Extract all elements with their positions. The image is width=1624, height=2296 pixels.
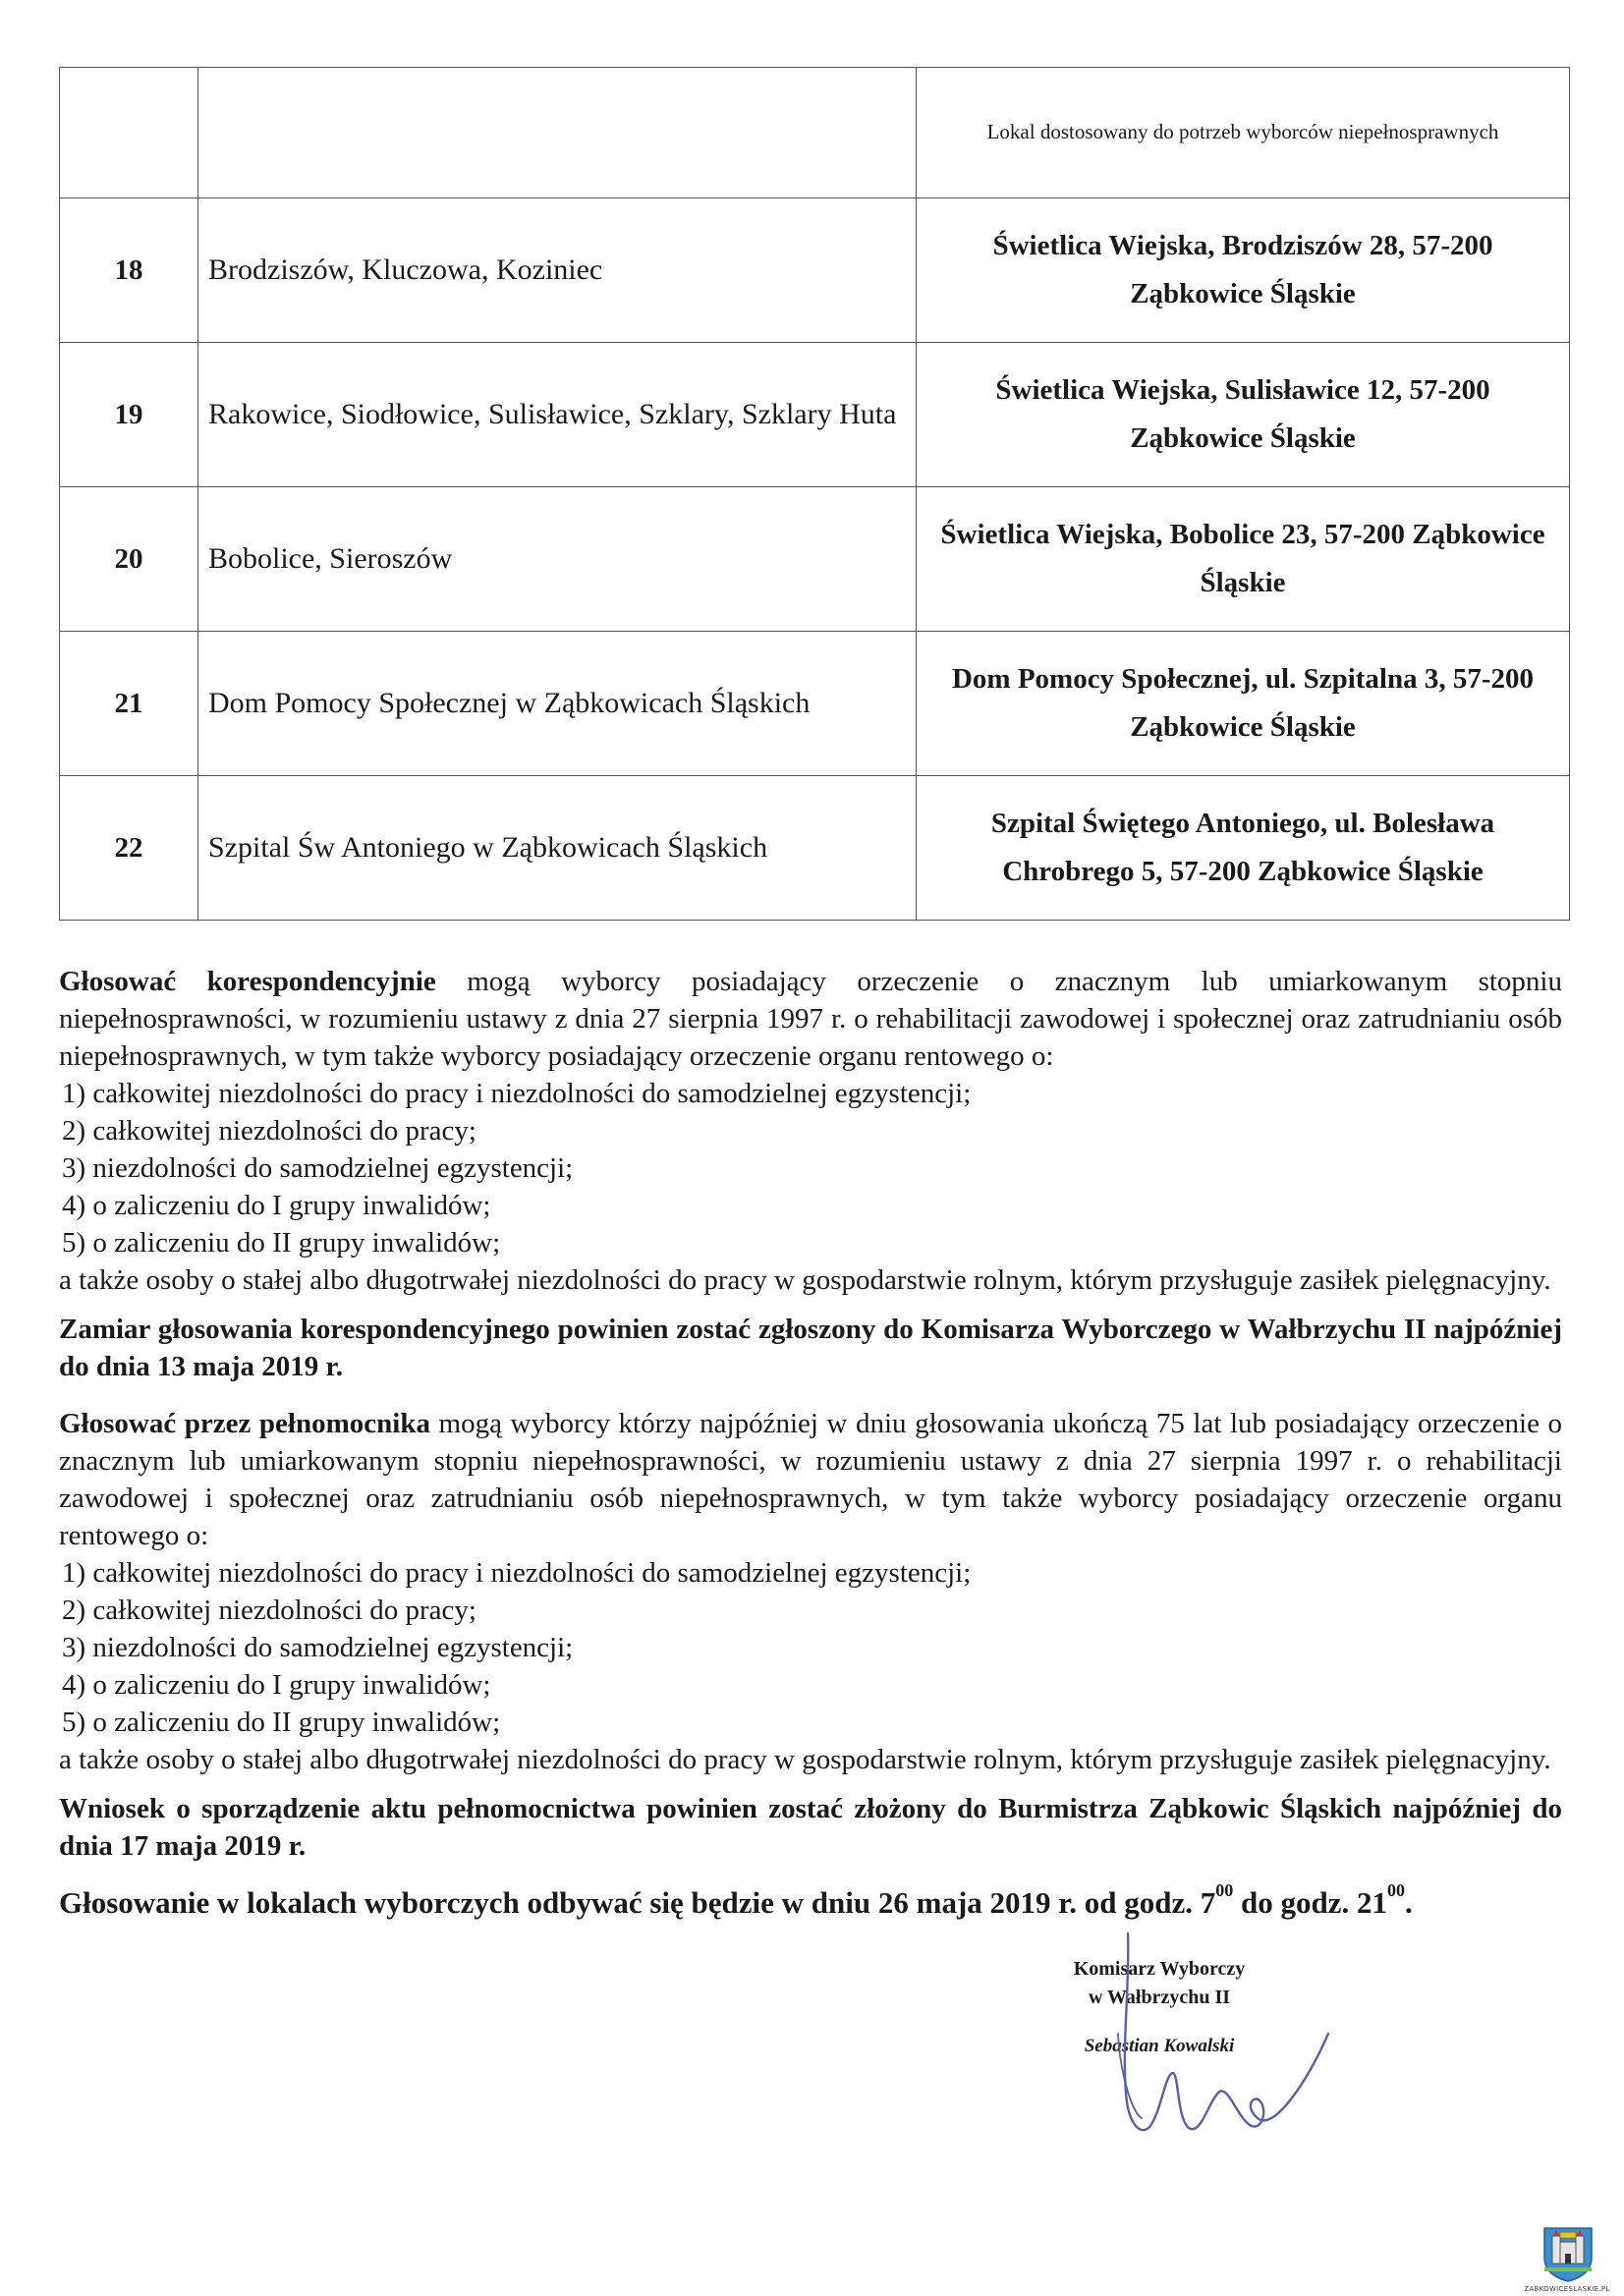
list-item: 3) niezdolności do samodzielnej egzystencji; [62,1152,574,1184]
header-number-cell [60,68,198,198]
table-row [60,343,1570,487]
district-number: 18 [60,198,198,343]
district-area: Brodziszów, Kluczowa, Koziniec [198,198,917,343]
website-label: ZABKOWICESLASKIE.PL [1524,2285,1610,2293]
list-item: 4) o zaliczeniu do I grupy inwalidów; [62,1190,491,1221]
correspondence-deadline: Zamiar głosowania korespondencyjnego powinien zostać zgłoszony do Komisarza Wyborczego w Wałbrzychu II najpóźniej do dnia 13 maja 2019 r. [59,1314,1562,1382]
correspondence-lead: Głosować korespondencyjnie [59,966,436,997]
district-number: 21 [60,632,198,776]
list-item: 5) o zaliczeniu do II grupy inwalidów; [62,1227,501,1259]
announcement-body [59,963,1562,1922]
proxy-paragraph [59,1405,1562,1554]
district-area: Dom Pomocy Społecznej w Ząbkowicach Śląskich [198,632,917,776]
location-line: Ząbkowice Śląskie [1130,278,1356,309]
location-line: Świetlica Wiejska, Sulisławice 12, 57-200 [995,373,1490,406]
table-row [60,198,1570,343]
signatory-title: Komisarz Wyborczy [1073,1958,1246,1980]
polling-location [917,198,1570,343]
proxy-deadline: Wniosek o sporządzenie aktu pełnomocnictwa powinien zostać złożony do Burmistrza Ząbkowic Śląskich najpóźniej do dnia 17 maja 2019 r. [59,1793,1562,1862]
list-item: 2) całkowitej niezdolności do pracy; [62,1595,476,1626]
location-line: Ząbkowice Śląskie [1130,422,1356,454]
start-minutes: 00 [1215,1880,1234,1900]
table-row [60,632,1570,776]
header-area-cell [198,68,917,198]
handwritten-signature [1071,1926,1346,2152]
polling-location [917,343,1570,487]
polling-stations-table [59,67,1570,921]
polling-location [917,632,1570,776]
location-line: Chrobrego 5, 57-200 Ząbkowice Śląskie [1002,856,1484,887]
table-row [60,776,1570,921]
district-number: 19 [60,343,198,487]
signatory-name: Sebastian Kowalski [1084,2036,1235,2056]
list-item: 1) całkowitej niezdolności do pracy i niezdolności do samodzielnej egzystencji; [62,1557,972,1589]
accessibility-note: Lokal dostosowany do potrzeb wyborców niepełnosprawnych [917,68,1570,198]
voting-hours-text: do godz. 21 [1233,1885,1387,1920]
voting-hours-text: . [1404,1885,1413,1920]
proxy-text: mogą wyborcy którzy najpóźniej w dniu głosowania ukończą 75 lat lub posiadający orzeczenie o znacznym lub umiarkowanym stopniu niepełnosprawności, w rozumieniu ustawy z dnia 27 sierpnia 1997 r. o rehabilitacji zawodowej i społecznej oraz zatrudnianiu osób niepełnosprawnych, w tym także wyborcy posiadający orzeczenie organu rentowego o: [59,1408,1562,1551]
list-item: 5) o zaliczeniu do II grupy inwalidów; [62,1707,501,1738]
location-line: Dom Pomocy Społecznej, ul. Szpitalna 3, 57-200 [951,662,1535,695]
district-number: 20 [60,487,198,632]
table-row [60,487,1570,632]
voting-hours [59,1880,1562,1922]
polling-location [917,776,1570,921]
correspondence-text: mogą wyborcy posiadający orzeczenie o znacznym lub umiarkowanym stopniu niepełnosprawności, w rozumieniu ustawy z dnia 27 sierpnia 1997 r. o rehabilitacji zawodowej i społecznej oraz zatrudnianiu osób niepełnosprawnych, w tym także wyborcy posiadający orzeczenie organu rentowego o: [59,966,1562,1072]
coat-of-arms-icon [1540,2224,1596,2283]
location-line: Świetlica Wiejska, Brodziszów 28, 57-200 [992,229,1493,261]
district-number: 22 [60,776,198,921]
district-area: Bobolice, Sieroszów [198,487,917,632]
list-item: 3) niezdolności do samodzielnej egzystencji; [62,1632,574,1663]
signatory-place: w Wałbrzychu II [1088,1987,1231,2008]
location-line: Ząbkowice Śląskie [1130,711,1356,743]
list-item: 1) całkowitej niezdolności do pracy i niezdolności do samodzielnej egzystencji; [62,1078,972,1109]
end-minutes: 00 [1386,1880,1405,1900]
location-line: Śląskie [1200,567,1286,598]
proxy-closing: a także osoby o stałej albo długotrwałej niezdolności do pracy w gospodarstwie rolnym, którym przysługuje zasiłek pielęgnacyjny. [59,1744,1551,1775]
location-line: Świetlica Wiejska, Bobolice 23, 57-200 Ząbkowice [940,518,1545,550]
polling-location [917,487,1570,632]
proxy-lead: Głosować przez pełnomocnika [59,1408,430,1439]
district-area: Rakowice, Siodłowice, Sulisławice, Szklary, Szklary Huta [198,343,917,487]
correspondence-paragraph [59,963,1562,1075]
district-area: Szpital Św Antoniego w Ząbkowicach Śląskich [198,776,917,921]
voting-hours-text: Głosowanie w lokalach wyborczych odbywać się będzie w dniu 26 maja 2019 r. od godz. 7 [59,1885,1216,1920]
location-line: Szpital Świętego Antoniego, ul. Bolesława [990,807,1495,839]
table-header-row [60,68,1570,198]
list-item: 2) całkowitej niezdolności do pracy; [62,1115,476,1147]
list-item: 4) o zaliczeniu do I grupy inwalidów; [62,1669,491,1701]
correspondence-closing: a także osoby o stałej albo długotrwałej niezdolności do pracy w gospodarstwie rolnym, którym przysługuje zasiłek pielęgnacyjny. [59,1264,1551,1296]
